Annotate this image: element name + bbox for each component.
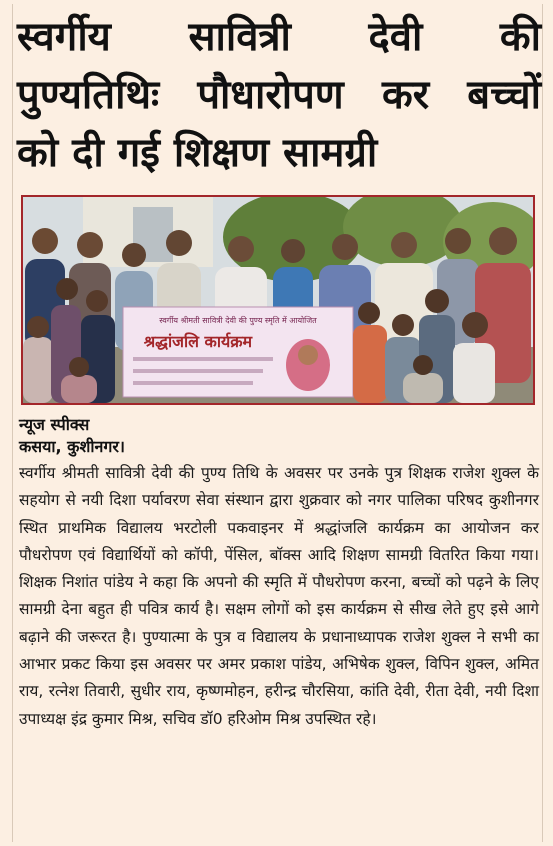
banner-title: श्रद्धांजलि कार्यक्रम xyxy=(143,332,253,351)
event-photo-illustration xyxy=(23,197,533,403)
headline-word: गई xyxy=(117,130,160,176)
headline-word: कर xyxy=(381,72,430,118)
headline-word: सावित्री xyxy=(188,14,291,60)
headline-word: स्वर्गीय xyxy=(17,14,111,60)
headline-word: दी xyxy=(72,130,104,176)
article-body: स्वर्गीय श्रीमती सावित्री देवी की पुण्य तिथि के अवसर पर उनके पुत्र शिक्षक राजेश शुक्ल के सहयोग से नयी दिशा पर्यावरण सेवा संस्थान द्वारा शुक्रवार को नगर पालिका परिषद कुशीनगर स्थित प्राथमिक विद्यालय भरटोली पकवाइनर में श्रद्धांजलि कार्यक्रम का आयोजन कर पौधरोपण एवं विद्यार्थियों को कॉपी, पेंसिल, बॉक्स आदि शिक्षण सामग्री वितरित किया गया। शिक्षक निशांत पांडेय ने कहा कि अपनो की स्मृति में पौधरोपण करना, बच्चों को पढ़ने के लिए सामग्री देना बहुत ही पवित्र कार्य है। सक्षम लोगों को इस कार्यक्रम से सीख लेते हुए इसे आगे बढ़ाने की जरूरत है। पुण्यात्मा के पुत्र व विद्यालय के प्रधानाध्यापक राजेश शुक्ल ने सभी का आभार प्रकट किया इस अवसर पर अमर प्रकाश पांडेय, अभिषेक शुक्ल, विपिन शुक्ल, अमित राय, रत्नेश तिवारी, सुधीर राय, कृष्णमोहन, हरीन्द्र चौरसिया, कांति देवी, रीता देवी, नयी दिशा उपाध्यक्ष इंद्र कुमार मिश्र, सचिव डॉ0 हरिओम मिश्र उपस्थित रहे। xyxy=(19,464,539,728)
headline-line-1 xyxy=(17,8,541,66)
headline-word: की xyxy=(499,14,541,60)
headline-word: को xyxy=(17,130,59,176)
event-photo xyxy=(21,195,535,405)
news-clipping xyxy=(12,4,543,842)
headline-word: बच्चों xyxy=(467,72,541,118)
headline-word: शिक्षण xyxy=(173,130,270,176)
headline-word: पुण्यतिथिः xyxy=(17,72,160,118)
headline-line-3 xyxy=(17,124,541,182)
dateline: कसया, कुशीनगर। xyxy=(19,437,125,456)
headline-word: सामग्री xyxy=(283,130,378,176)
news-source: न्यूज स्पीक्स xyxy=(19,415,90,434)
tribute-banner xyxy=(123,307,353,397)
headline-word: देवी xyxy=(368,14,423,60)
headline-word: पौधारोपण xyxy=(197,72,344,118)
headline xyxy=(17,8,541,182)
byline xyxy=(19,414,125,458)
banner-top-text: स्वर्गीय श्रीमती सावित्री देवी की पुण्य स्मृति में आयोजित xyxy=(159,316,317,325)
headline-line-2 xyxy=(17,66,541,124)
